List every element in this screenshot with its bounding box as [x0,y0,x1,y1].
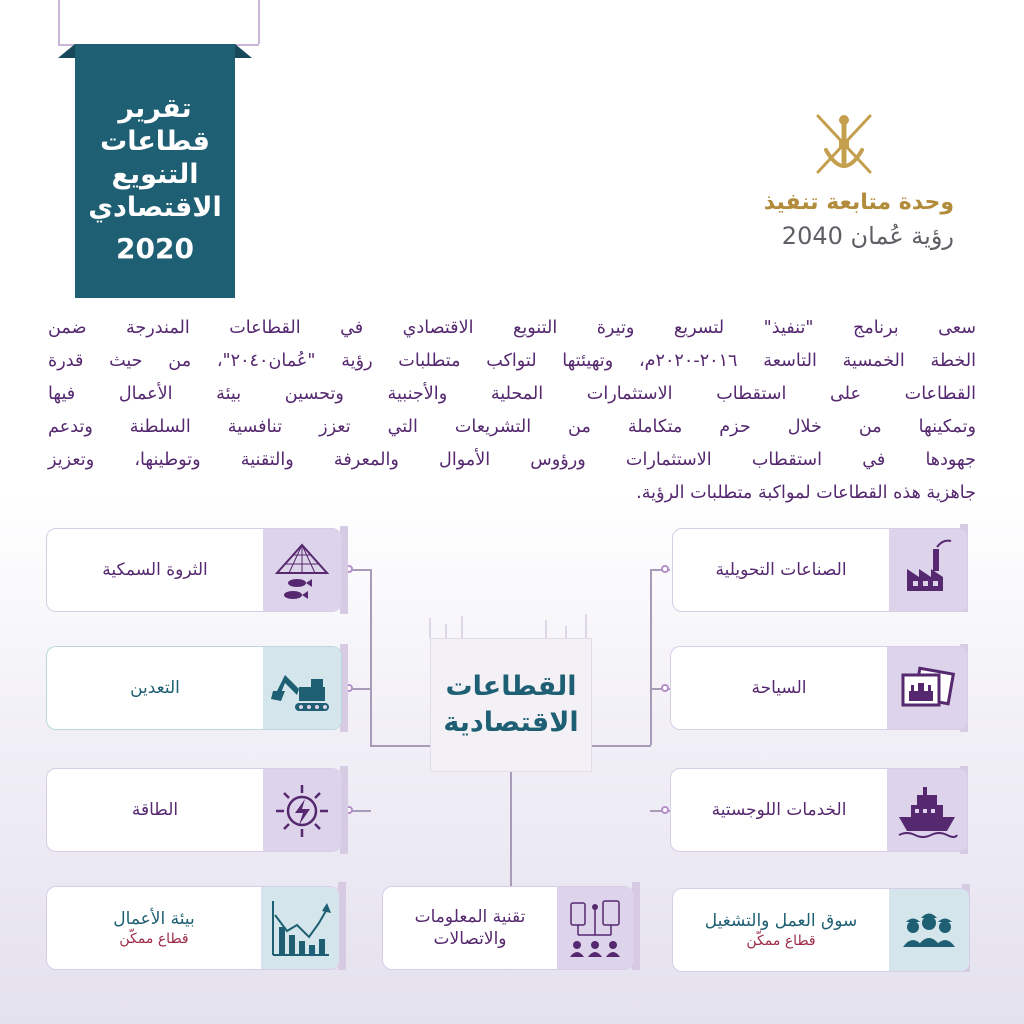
economic-sectors-center [430,638,592,772]
vision-logo [724,110,954,255]
sector-label: الطاقة [131,800,179,820]
frame-line [258,0,260,44]
frame-line [58,0,60,44]
sector-label: السياحة [751,678,807,698]
sector-card-labor[interactable] [672,888,970,972]
intro-line: وتمكينها من خلال حزم متكاملة من التشريعات التي تعزز تنافسية السلطنة وتدعم [48,417,976,437]
intro-line: سعى برنامج "تنفيذ" لتسريع وتيرة التنويع الاقتصادي في القطاعات المندرجة ضمن [48,318,976,338]
connector-dot [661,806,669,814]
connector-line [510,772,512,886]
center-title-line2: الاقتصادية [443,707,579,738]
enabler-label: قطاع ممكّن [746,933,816,949]
intro-paragraph [48,312,976,510]
unit-name: وحدة متابعة تنفيذ [763,190,954,215]
connector-line [370,569,372,745]
connector-line [352,810,371,812]
ribbon-fold [235,44,252,58]
sector-label: بيئة الأعمال [113,909,195,929]
sector-card-energy[interactable] [46,768,342,852]
excavator-icon [263,647,341,729]
sector-label: التعدين [130,678,180,698]
sector-label-line1: تقنية المعلومات [414,907,526,927]
report-year: 2020 [116,232,194,265]
network-people-icon [557,887,633,969]
sector-card-logistics[interactable] [670,768,968,852]
energy-bolt-icon [263,769,341,851]
sector-label: الثروة السمكية [102,560,208,580]
ribbon-fold [58,44,75,58]
intro-line: جهودها في استقطاب الاستثمارات ورؤوس الأموال والمعرفة والتقنية وتوطينها، وتعزيز [48,450,976,470]
sector-label: الصناعات التحويلية [715,560,847,580]
report-title-line: قطاعات [100,126,210,157]
connector-line [352,569,371,571]
report-title-line: التنويع [111,159,199,190]
vision-name: رؤية عُمان 2040 [781,222,954,250]
growth-chart-icon [261,887,339,969]
sector-card-fisheries[interactable] [46,528,342,612]
connector-line [592,745,651,747]
sector-card-manufacturing[interactable] [672,528,968,612]
oman-khanjar-emblem-icon [804,110,884,185]
sector-card-tourism[interactable] [670,646,968,730]
center-title-line1: القطاعات [445,671,577,702]
connector-dot [661,684,669,692]
sector-label: الخدمات اللوجستية [711,800,847,820]
workers-icon [889,889,969,971]
sector-card-ict[interactable] [382,886,634,970]
cargo-ship-icon [887,769,967,851]
sector-label: سوق العمل والتشغيل [704,911,858,931]
sector-label-line2: والاتصالات [433,929,507,949]
intro-line: القطاعات على استقطاب الاستثمارات المحلية والأجنبية وتحسين بيئة الأعمال فيها [48,384,976,404]
enabler-label: قطاع ممكّن [119,931,189,947]
factory-icon [889,529,967,611]
connector-line [370,745,430,747]
connector-line [352,688,371,690]
connector-dot [661,565,669,573]
fish-net-icon [263,529,341,611]
report-title-line: تقرير [118,93,192,124]
tourism-photos-icon [887,647,967,729]
sector-card-business[interactable] [46,886,340,970]
intro-line: جاهزية هذه القطاعات لمواكبة متطلبات الرؤية. [636,483,976,503]
sector-card-mining[interactable] [46,646,342,730]
report-title-box [75,44,235,298]
connector-line [650,569,652,745]
intro-line: الخطة الخمسية التاسعة ٢٠١٦-٢٠٢٠م، وتهيئتها لتواكب متطلبات رؤية "عُمان٢٠٤٠"، من حيث قدرة [48,351,977,371]
report-title-line: الاقتصادي [88,192,222,223]
